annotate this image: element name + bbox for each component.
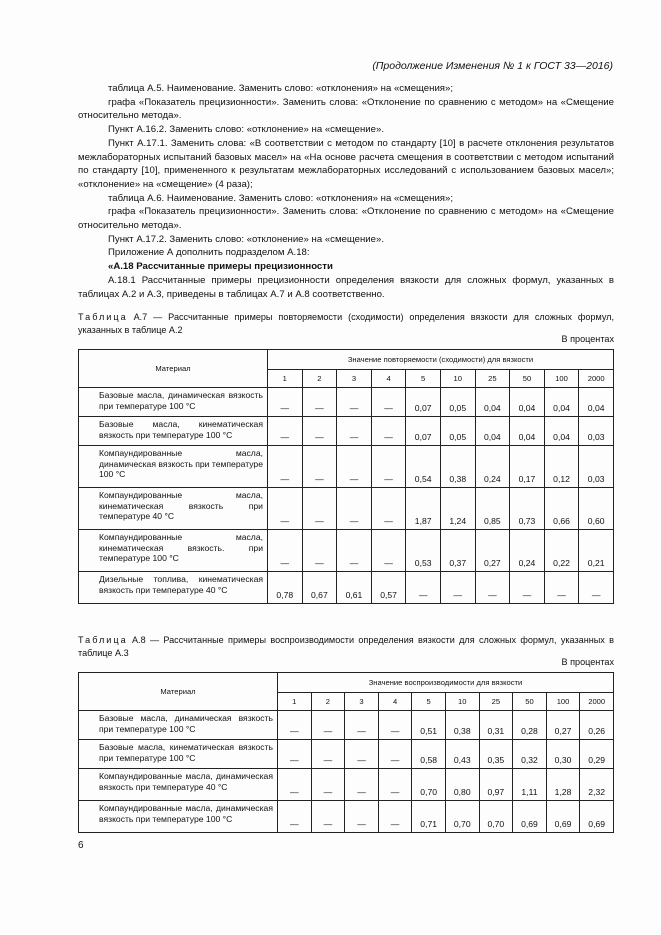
value-cell: — [371,530,406,572]
value-cell: — [337,446,372,488]
table8-caption-label: Таблица [78,635,128,645]
table-row [79,388,614,417]
page-header: (Продолжение Изменения № 1 к ГОСТ 33—2016) [372,60,613,72]
table7-column-header: 50 [510,370,545,388]
value-cell: — [371,446,406,488]
value-cell: — [337,530,372,572]
paragraph: Пункт А.17.2. Заменить слово: «отклонение» на «смещение». [108,233,384,245]
value-cell: 0,37 [440,530,475,572]
material-cell: Компаундированные масла, динамическая вязкость при температуре 100 °С [79,446,268,488]
value-cell: 0,31 [479,711,513,740]
value-cell: 0,27 [475,530,510,572]
table-row [79,446,614,488]
value-cell: 0,69 [580,801,614,833]
value-cell: 0,03 [579,417,614,446]
material-cell: Дизельные топлива, кинематическая вязкость при температуре 40 °С [79,572,268,604]
value-cell: — [345,740,379,769]
value-cell: — [268,388,303,417]
table7-column-header: 2 [302,370,337,388]
value-cell: 1,24 [440,488,475,530]
value-cell: 0,70 [479,801,513,833]
value-cell: 0,54 [406,446,441,488]
material-cell: Базовые масла, кинематическая вязкость при температуре 100 °С [79,417,268,446]
value-cell: 0,04 [544,417,579,446]
value-cell: 0,32 [513,740,547,769]
value-cell: — [475,572,510,604]
value-cell: — [371,488,406,530]
table7-unit: В процентах [561,334,614,344]
value-cell: 0,30 [546,740,580,769]
value-cell: — [579,572,614,604]
table8-column-header: 4 [378,693,412,711]
paragraph: Пункт А.16.2. Заменить слово: «отклонение» на «смещение». [108,124,384,136]
value-cell: — [268,446,303,488]
value-cell: — [371,388,406,417]
value-cell: — [311,801,345,833]
value-cell: 0,66 [544,488,579,530]
value-cell: — [302,530,337,572]
value-cell: — [510,572,545,604]
value-cell: — [311,740,345,769]
table-row [79,572,614,604]
value-cell: — [278,801,312,833]
value-cell: 0,51 [412,711,446,740]
material-cell: Компаундированные масла, кинематическая вязкость. при температуре 100 °С [79,530,268,572]
table8-column-header: 2 [311,693,345,711]
table7-group-header: Значение повторяемости (сходимости) для вязкости [268,350,614,370]
table8-group-header: Значение воспроизводимости для вязкости [278,673,614,693]
value-cell: 0,17 [510,446,545,488]
table7-caption-text: А.7 — Рассчитанные примеры повторяемости (сходимости) определения вязкости для сложных формул, указанных в таблице А.2 [78,312,614,335]
value-cell: — [268,488,303,530]
value-cell: — [278,740,312,769]
paragraph: «А.18 Рассчитанные примеры прецизионности [108,261,333,273]
value-cell: 0,12 [544,446,579,488]
value-cell: 0,70 [445,801,479,833]
table7-column-header: 4 [371,370,406,388]
table8-column-header: 50 [513,693,547,711]
paragraph: графа «Показатель прецизионности». Заменить слова: «Отклонение по сравнению с методом» на «Смещение относительно метода». [78,96,614,122]
material-cell: Базовые масла, кинематическая вязкость при температуре 100 °С [79,740,278,769]
value-cell: — [278,711,312,740]
table7 [78,349,614,604]
value-cell: 1,11 [513,769,547,801]
paragraph: графа «Показатель прецизионности». Заменить слова: «Отклонение по сравнению с методом» на «Смещение относительно метода». [78,206,614,232]
value-cell: — [378,801,412,833]
table7-column-header: 2000 [579,370,614,388]
table7-column-header: 5 [406,370,441,388]
value-cell: 0,53 [406,530,441,572]
value-cell: — [440,572,475,604]
table7-column-header: 25 [475,370,510,388]
table8-caption-text: А.8 — Рассчитанные примеры воспроизводимости определения вязкости для сложных формул, указанных в таблице А.3 [78,635,614,658]
material-cell: Базовые масла, динамическая вязкость при температуре 100 °С [79,388,268,417]
value-cell: 0,28 [513,711,547,740]
value-cell: 0,61 [337,572,372,604]
value-cell: — [268,417,303,446]
table-row [79,488,614,530]
table-row [79,769,614,801]
value-cell: — [337,488,372,530]
value-cell: — [268,530,303,572]
value-cell: 1,87 [406,488,441,530]
value-cell: 0,04 [475,388,510,417]
value-cell: 0,60 [579,488,614,530]
value-cell: — [302,388,337,417]
table7-column-header: 1 [268,370,303,388]
value-cell: 0,69 [513,801,547,833]
body-text [78,82,614,301]
value-cell: 0,04 [544,388,579,417]
value-cell: 0,85 [475,488,510,530]
value-cell: — [311,711,345,740]
value-cell: 1,28 [546,769,580,801]
value-cell: 0,29 [580,740,614,769]
value-cell: 0,04 [510,388,545,417]
table7-column-header: 100 [544,370,579,388]
table7-caption-label: Таблица [78,312,128,322]
value-cell: — [278,769,312,801]
value-cell: — [337,417,372,446]
value-cell: 0,07 [406,388,441,417]
page-number: 6 [78,840,84,851]
value-cell: 0,27 [546,711,580,740]
paragraph: таблица А.5. Наименование. Заменить слово: «отклонения» на «смещения»; [108,83,453,94]
paragraph: Пункт А.17.1. Заменить слова: «В соответствии с методом по стандарту [10] в расчете отклонения результатов межлабораторных испытаний базовых масел» на «На основе расчета смещения в соответствии с методом испытаний по стандарту [10], примененного к результатам межлабораторных исследований с использованием базовых масел»; «отклонение» на «смещение» (4 раза); [78,137,614,190]
value-cell: 0,05 [440,417,475,446]
table-row [79,801,614,833]
table8-column-header: 5 [412,693,446,711]
value-cell: 0,24 [510,530,545,572]
value-cell: 0,71 [412,801,446,833]
table8-column-header: 2000 [580,693,614,711]
value-cell: 0,38 [445,711,479,740]
paragraph: таблица А.6. Наименование. Заменить слово: «отклонения» на «смещения»; [108,192,453,204]
value-cell: 0,70 [412,769,446,801]
value-cell: — [378,740,412,769]
value-cell: — [337,388,372,417]
value-cell: — [406,572,441,604]
table-row [79,530,614,572]
value-cell: — [378,711,412,740]
value-cell: — [378,769,412,801]
value-cell: — [302,446,337,488]
value-cell: 0,73 [510,488,545,530]
value-cell: 0,58 [412,740,446,769]
value-cell: — [371,417,406,446]
table-row [79,417,614,446]
value-cell: 0,07 [406,417,441,446]
value-cell: 0,04 [510,417,545,446]
value-cell: 2,32 [580,769,614,801]
value-cell: 0,35 [479,740,513,769]
table-row [79,740,614,769]
value-cell: 0,22 [544,530,579,572]
table7-caption [78,311,614,336]
value-cell: — [302,417,337,446]
table-row [79,711,614,740]
value-cell: 0,57 [371,572,406,604]
table7-column-header: 10 [440,370,475,388]
value-cell: 0,26 [580,711,614,740]
value-cell: 0,04 [579,388,614,417]
table8-caption [78,634,614,659]
value-cell: — [345,801,379,833]
table8-column-header: 3 [345,693,379,711]
value-cell: 0,43 [445,740,479,769]
table8-column-header: 100 [546,693,580,711]
table8-column-header: 10 [445,693,479,711]
material-cell: Компаундированные масла, динамическая вязкость при температуре 40 °С [79,769,278,801]
material-cell: Компаундированные масла, кинематическая вязкость при температуре 40 °С [79,488,268,530]
table8 [78,672,614,833]
value-cell: 0,67 [302,572,337,604]
value-cell: 0,97 [479,769,513,801]
table8-column-header: 1 [278,693,312,711]
paragraph: А.18.1 Рассчитанные примеры прецизионности определения вязкости для сложных формул, указанных в таблицах А.2 и А.3, приведены в таблицах А.7 и А.8 соответственно. [78,274,614,300]
material-cell: Компаундированные масла, динамическая вязкость при температуре 100 °С [79,801,278,833]
value-cell: 0,80 [445,769,479,801]
value-cell: — [345,711,379,740]
value-cell: 0,78 [268,572,303,604]
table7-column-header: 3 [337,370,372,388]
value-cell: — [345,769,379,801]
value-cell: 0,21 [579,530,614,572]
value-cell: — [302,488,337,530]
table8-column-header: 25 [479,693,513,711]
value-cell: 0,05 [440,388,475,417]
material-cell: Базовые масла, динамическая вязкость при температуре 100 °С [79,711,278,740]
paragraph: Приложение А дополнить подразделом А.18: [108,247,310,259]
table8-unit: В процентах [561,657,614,667]
value-cell: 0,24 [475,446,510,488]
table8-material-header: Материал [79,673,278,711]
value-cell: 0,04 [475,417,510,446]
value-cell: 0,03 [579,446,614,488]
value-cell: 0,69 [546,801,580,833]
table7-material-header: Материал [79,350,268,388]
value-cell: — [544,572,579,604]
value-cell: 0,38 [440,446,475,488]
value-cell: — [311,769,345,801]
